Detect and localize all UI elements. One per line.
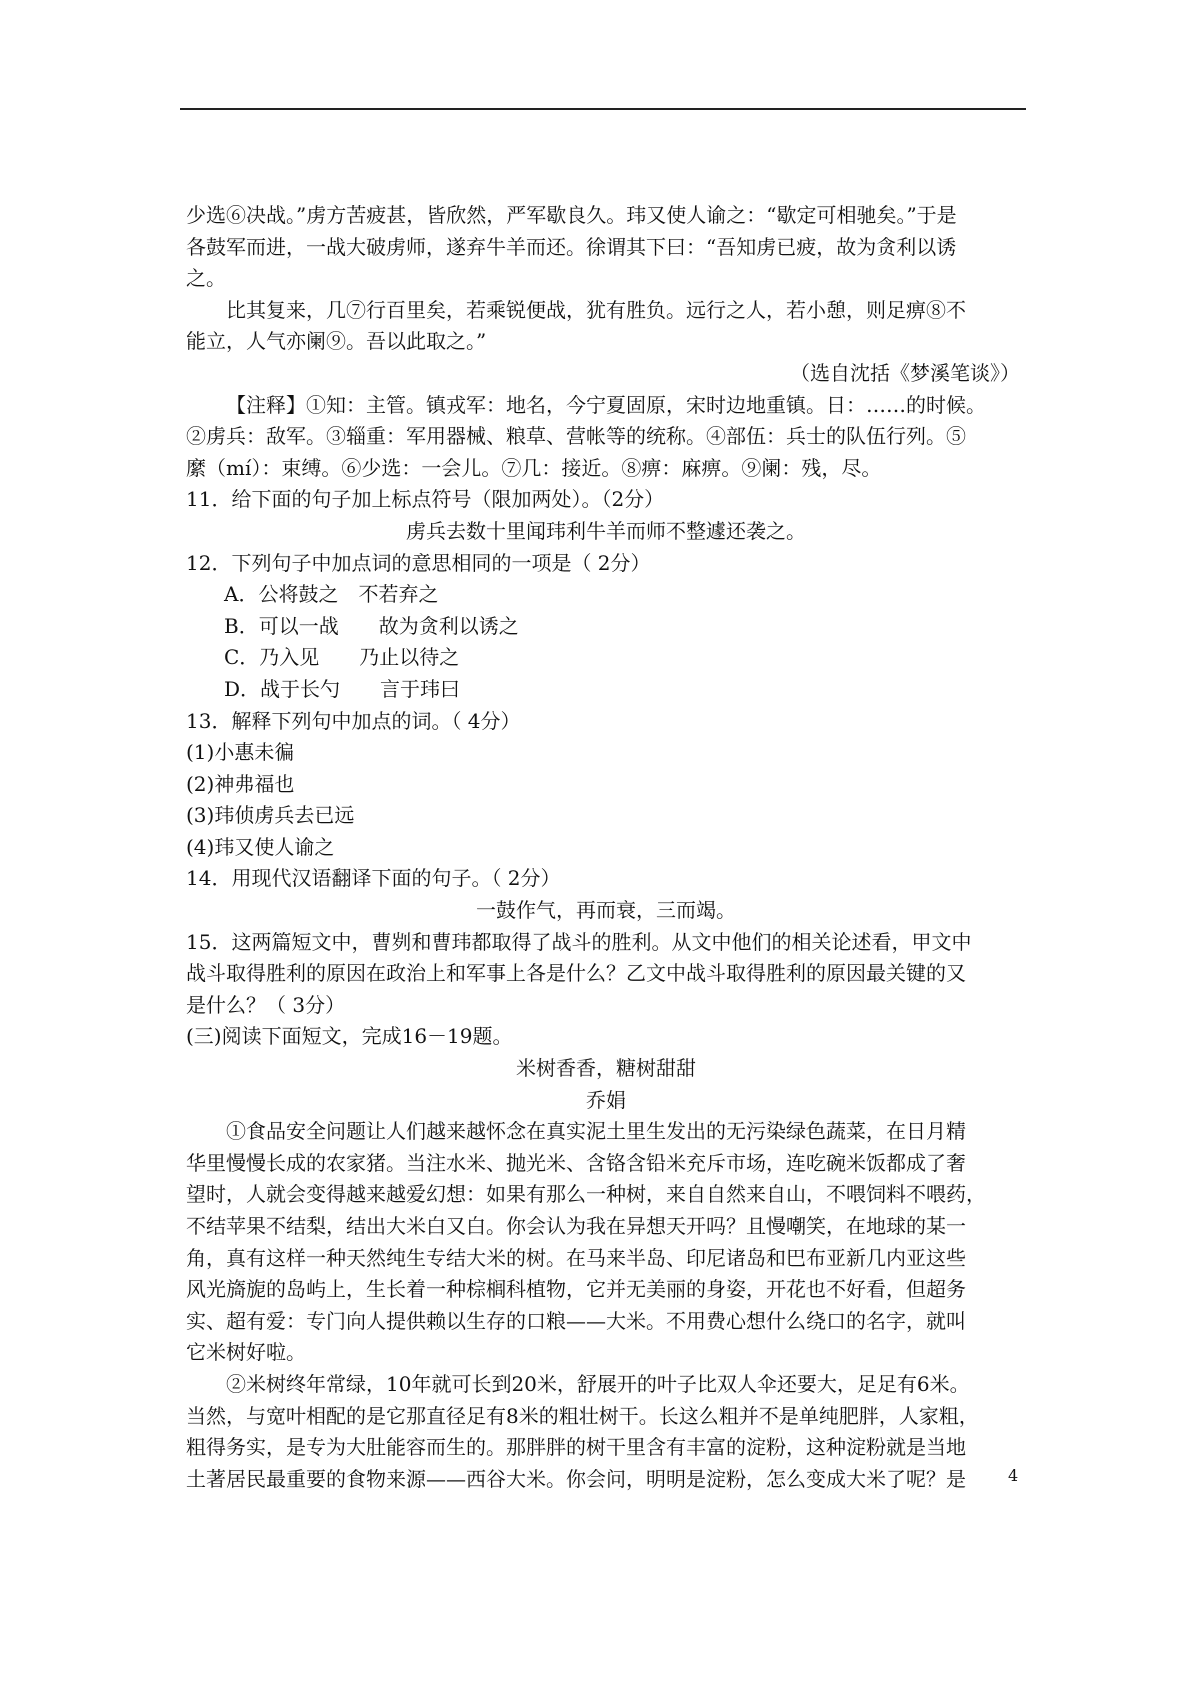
question-12-option: C．乃入见 乃止以待之: [224, 645, 460, 670]
question-13-prompt: 13．解释下列句中加点的词。（ 4分）: [186, 708, 521, 733]
section-3-heading: (三)阅读下面短文，完成16－19题。: [186, 1024, 513, 1049]
question-12-option: A．公将鼓之 不若弃之: [224, 582, 439, 607]
question-15-line: 15．这两篇短文中，曹刿和曹玮都取得了战斗的胜利。从文中他们的相关论述看，甲文中: [186, 929, 972, 954]
article-line: ①食品安全问题让人们越来越怀念在真实泥土里生发出的无污染绿色蔬菜，在日月精: [226, 1119, 966, 1144]
article-line: 实、超有爱：专门向人提供赖以生存的口粮——大米。不用费心想什么绕口的名字，就叫: [186, 1308, 966, 1333]
question-12-option: B．可以一战 故为贪利以诱之: [224, 613, 519, 638]
question-15-line: 是什么？（ 3分）: [186, 992, 346, 1017]
question-13-item: (3)玮侦虏兵去已远: [186, 803, 355, 828]
passage-line: 能立，人气亦阑⑨。吾以此取之。”: [186, 329, 487, 354]
header-rule: [180, 108, 1026, 110]
page-number: 4: [1008, 1466, 1019, 1485]
question-11-sentence: 虏兵去数十里闻玮利牛羊而师不整遽还袭之。: [406, 518, 806, 543]
question-13-item: (4)玮又使人谕之: [186, 834, 335, 859]
question-14-sentence: 一鼓作气，再而衰，三而竭。: [476, 898, 736, 923]
passage-line: 少选⑥决战。”虏方苦疲甚，皆欣然，严军歇良久。玮又使人谕之：“歇定可相驰矣。”于是: [186, 203, 957, 227]
question-12-option: D．战于长勺 言于玮曰: [224, 676, 461, 701]
notes-line: 【注释】①知：主管。镇戎军：地名，今宁夏固原，宋时边地重镇。日：……的时候。: [226, 392, 986, 417]
document-body: [186, 200, 1026, 1495]
question-15-line: 战斗取得胜利的原因在政治上和军事上各是什么？乙文中战斗取得胜利的原因最关键的又: [186, 961, 966, 986]
question-13-item: (2)神弗福也: [186, 771, 295, 796]
article-line: 风光旖旎的岛屿上，生长着一种棕榈科植物，它并无美丽的身姿，开花也不好看，但超务: [186, 1277, 966, 1302]
notes-line: ②虏兵：敌军。③辎重：军用器械、粮草、营帐等的统称。④部伍：兵士的队伍行列。⑤: [186, 424, 966, 449]
article-line: 华里慢慢长成的农家猪。当注水米、抛光米、含铬含铅米充斥市场，连吃碗米饭都成了奢: [186, 1150, 966, 1175]
notes-line: 縻（mí）：束缚。⑥少选：一会儿。⑦几：接近。⑧痹：麻痹。⑨阑：残，尽。: [186, 455, 882, 480]
passage-line: 各鼓军而进，一战大破虏师，遂弃牛羊而还。徐谓其下曰：“吾知虏已疲，故为贪利以诱: [186, 234, 957, 259]
passage-line: 之。: [186, 266, 226, 291]
article-line: 粗得务实，是专为大肚能容而生的。那胖胖的树干里含有丰富的淀粉，这种淀粉就是当地: [186, 1435, 966, 1460]
article-title: 米树香香，糖树甜甜: [516, 1056, 696, 1081]
source-citation: （选自沈括《梦溪笔谈》）: [790, 360, 1020, 385]
article-line: 不结苹果不结梨，结出大米白又白。你会认为我在异想天开吗？且慢嘲笑，在地球的某一: [186, 1214, 966, 1238]
article-line: 望时，人就会变得越来越爱幻想：如果有那么一种树，来自自然来自山，不喂饲料不喂药，: [186, 1182, 986, 1207]
article-author: 乔娟: [586, 1087, 626, 1112]
article-line: ②米树终年常绿，10年就可长到20米，舒展开的叶子比双人伞还要大，足足有6米。: [226, 1371, 970, 1396]
question-14-prompt: 14．用现代汉语翻译下面的句子。（ 2分）: [186, 866, 561, 891]
article-line: 它米树好啦。: [186, 1340, 306, 1365]
question-13-item: (1)小惠未徧: [186, 740, 295, 765]
article-line: 土著居民最重要的食物来源——西谷大米。你会问，明明是淀粉，怎么变成大米了呢？是: [186, 1466, 966, 1491]
question-12-prompt: 12．下列句子中加点词的意思相同的一项是（ 2分）: [186, 550, 651, 575]
article-line: 角，真有这样一种天然纯生专结大米的树。在马来半岛、印尼诸岛和巴布亚新几内亚这些: [186, 1245, 966, 1270]
passage-line: 比其复来，几⑦行百里矣，若乘锐便战，犹有胜负。远行之人，若小憩，则足痹⑧不: [226, 297, 966, 322]
question-11-prompt: 11．给下面的句子加上标点符号（限加两处）。（2分）: [186, 487, 665, 512]
article-line: 当然，与宽叶相配的是它那直径足有8米的粗壮树干。长这么粗并不是单纯肥胖，人家粗，: [186, 1403, 979, 1428]
